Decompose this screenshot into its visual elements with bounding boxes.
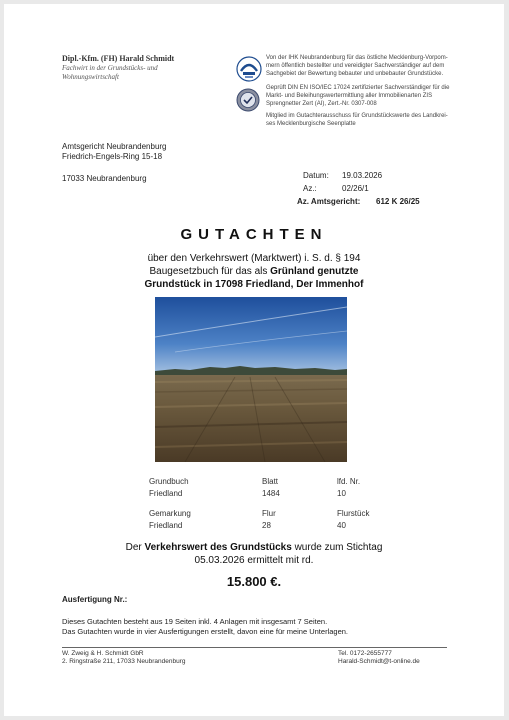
gemarkung-value: Friedland (149, 521, 183, 530)
footer-email: Harald-Schmidt@t-online.de (338, 658, 420, 665)
certification-1: Von der IHK Neubrandenburg für das östliche Mecklenburg-Vorpom- mern öffentlich bestellter und vereidigter Sachverständiger auf dem Sachgebiet der Bewertung bebauter und unbebauter Grundstücke. (266, 55, 448, 77)
date-value: 19.03.2026 (342, 171, 383, 180)
address-line-2: Friedrich-Engels-Ring 15-18 (62, 152, 163, 161)
lfd-label: lfd. Nr. (337, 477, 361, 486)
subtitle-line-3: Grundstück in 17098 Friedland, Der Immenhof (144, 279, 364, 290)
court-az-value: 612 K 26/25 (376, 197, 420, 206)
date-label: Datum: (303, 171, 329, 180)
sprengnetter-zert-seal-icon (236, 88, 260, 112)
valuation-line-1: Der Verkehrswert des Grundstücks wurde zum Stichtag (125, 542, 383, 553)
firm-subtitle-2: Wohnungswirtschaft (62, 73, 119, 81)
valuation-line-2: 05.03.2026 ermittelt mit rd. (194, 555, 314, 566)
certification-2: Geprüft DIN EN ISO/IEC 17024 zertifizierter Sachverständiger für die Markt- und Beleihungswertermittlung aller Immobilienarten ZIS Sprengnetter Zert (AI), Zert.-Nr. 0307-008 (266, 85, 450, 107)
lfd-value: 10 (337, 489, 346, 498)
flurstueck-value: 40 (337, 521, 346, 530)
ausfertigung-label: Ausfertigung Nr.: (62, 595, 128, 604)
firm-subtitle-1: Fachwirt in der Grundstücks- und (62, 64, 158, 72)
ihk-seal-icon (236, 56, 262, 82)
firm-name: Dipl.-Kfm. (FH) Harald Schmidt (62, 54, 175, 63)
flur-label: Flur (262, 509, 276, 518)
flurstueck-label: Flurstück (337, 509, 370, 518)
subtitle-line-2: Baugesetzbuch für das als Grünland genutzte (149, 266, 359, 277)
note-line-2: Das Gutachten wurde in vier Ausfertigungen erstellt, davon eine für meine Unterlagen. (62, 627, 348, 636)
blatt-label: Blatt (262, 477, 279, 486)
certification-3: Mitglied im Gutachterausschuss für Grundstückswerte des Landkrei- ses Mecklenburgische Seenplatte (266, 113, 448, 127)
address-block (62, 142, 167, 184)
document-title: GUTACHTEN (180, 226, 328, 243)
valuation-amount: 15.800 €. (226, 574, 282, 589)
az-label: Az.: (303, 184, 317, 193)
footer-divider (62, 647, 447, 648)
gemarkung-label: Gemarkung (149, 509, 191, 518)
footer-address: 2. Ringstraße 211, 17033 Neubrandenburg (62, 658, 186, 665)
az-value: 02/26/1 (342, 184, 369, 193)
note-line-1: Dieses Gutachten besteht aus 19 Seiten inkl. 4 Anlagen mit insgesamt 7 Seiten. (62, 617, 328, 626)
subtitle-line-1: über den Verkehrswert (Marktwert) i. S. d. § 194 (147, 253, 361, 264)
blatt-value: 1484 (262, 489, 280, 498)
footer-phone: Tel. 0172-2655777 (338, 650, 392, 657)
flur-value: 28 (262, 521, 271, 530)
footer-company: W. Zweig & H. Schmidt GbR (62, 650, 144, 657)
address-line-1: Amtsgericht Neubrandenburg (62, 142, 167, 151)
grundbuch-label: Grundbuch (149, 477, 189, 486)
field-photo-icon (155, 297, 347, 462)
address-line-3: 17033 Neubrandenburg (62, 174, 147, 183)
document-page (4, 4, 504, 716)
grundbuch-value: Friedland (149, 489, 183, 498)
court-az-label: Az. Amtsgericht: (297, 197, 361, 206)
